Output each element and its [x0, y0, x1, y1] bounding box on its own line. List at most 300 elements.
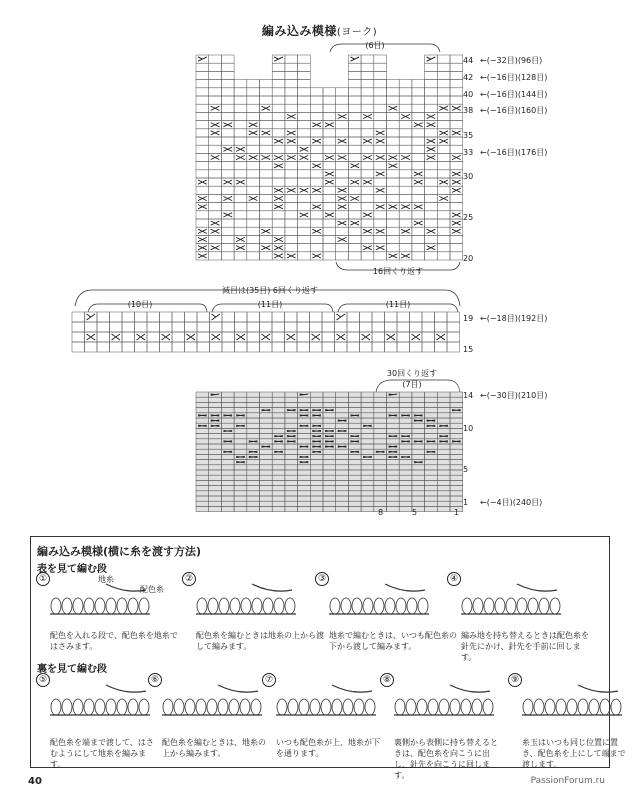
chart-cell	[435, 342, 448, 352]
stitch-x	[350, 415, 359, 416]
stitch-note: ←(−4目)(240目)	[480, 498, 543, 507]
chart-cell	[85, 342, 98, 352]
stitch-x	[389, 254, 398, 258]
stitch-x	[274, 188, 283, 192]
chart-cell	[412, 137, 425, 145]
chart-cell	[450, 235, 463, 243]
stitch-x	[211, 221, 220, 225]
stitch-x	[414, 415, 423, 416]
chart-cell	[397, 322, 410, 332]
stitch-x	[338, 196, 347, 200]
col-number: 1	[454, 508, 460, 517]
stitch-x	[300, 188, 309, 192]
knitting-illustration	[192, 580, 302, 624]
stitch-x	[198, 246, 207, 250]
chart-cell	[110, 342, 123, 352]
chart-cell	[361, 104, 374, 112]
chart-cell	[196, 153, 209, 161]
chart-cell	[425, 178, 438, 186]
chart-cell	[285, 63, 298, 71]
chart-cell	[210, 342, 223, 352]
chart-cell	[209, 203, 222, 211]
chart-cell	[234, 104, 247, 112]
stitch-x	[223, 213, 232, 217]
chart-cell	[387, 96, 400, 104]
stitch-x	[236, 147, 245, 151]
stitch-x	[312, 441, 321, 442]
chart-cell	[347, 322, 360, 332]
stitch-x	[363, 456, 372, 457]
chart-cell	[450, 112, 463, 120]
stitch-x	[363, 139, 372, 143]
stitch-x	[198, 229, 207, 233]
stitch-x	[262, 155, 271, 159]
chart-cell	[399, 121, 412, 129]
chart-cell	[72, 332, 85, 342]
step-caption: いつも配色糸が上、地糸が下を通ります。	[276, 738, 380, 758]
stitch-x	[427, 147, 436, 151]
chart-cell	[122, 312, 135, 322]
stitch-x	[389, 446, 398, 447]
method-title: 編み込み模様(横に糸を渡す方法)	[37, 545, 202, 558]
chart-cell	[435, 312, 448, 322]
chart-cell	[209, 63, 222, 71]
chart-cell	[387, 178, 400, 186]
chart-cell	[272, 96, 285, 104]
chart-cell	[323, 244, 336, 252]
chart-cell	[399, 88, 412, 96]
step-number: ④	[447, 572, 461, 586]
stitch-x	[312, 188, 321, 192]
stitch-note: ←(−18目)(192目)	[480, 314, 548, 323]
row-number: 40	[463, 90, 474, 99]
chart-cell	[221, 235, 234, 243]
chart-cell	[372, 322, 385, 332]
stitch-x	[287, 441, 296, 442]
knitting-illustration	[390, 681, 500, 725]
page-number: 40	[28, 776, 42, 787]
chart-cell	[361, 145, 374, 153]
stitch-x	[414, 441, 423, 442]
chart-cell	[374, 104, 387, 112]
chart-cell	[235, 312, 248, 322]
chart-cell	[322, 332, 335, 342]
chart-cell	[387, 170, 400, 178]
chart-cell	[247, 219, 260, 227]
chart-cell	[336, 121, 349, 129]
stitch-x	[300, 147, 309, 151]
back-heading: 裏を見て編む段	[37, 664, 107, 675]
chart-cell	[135, 322, 148, 332]
chart-cell	[209, 170, 222, 178]
chart-cell	[298, 194, 311, 202]
chart-cell	[298, 162, 311, 170]
chart-cell	[298, 178, 311, 186]
chart-cell	[272, 112, 285, 120]
stitch-x	[363, 180, 372, 184]
stitch-x	[389, 155, 398, 159]
chart-cell	[412, 112, 425, 120]
chart-cell	[437, 55, 450, 63]
stitch-x	[274, 246, 283, 250]
chart-cell	[298, 129, 311, 137]
chart-cell	[247, 112, 260, 120]
stitch-x	[414, 221, 423, 225]
stitch-x	[401, 205, 410, 209]
chart-cell	[310, 211, 323, 219]
stitch-x	[287, 334, 296, 340]
chart-cell	[298, 71, 311, 79]
stitch-x	[249, 456, 258, 457]
chart-cell	[272, 145, 285, 153]
stitch-x	[312, 430, 321, 431]
stitch-x	[414, 180, 423, 184]
chart-cell	[298, 63, 311, 71]
chart-cell	[298, 55, 311, 63]
chart-cell	[196, 71, 209, 79]
chart-cell	[209, 162, 222, 170]
stitch-x	[287, 131, 296, 135]
chart-cell	[374, 145, 387, 153]
chart-cell	[197, 332, 210, 342]
stitch-x	[236, 415, 245, 416]
chart-cell	[310, 153, 323, 161]
chart-cell	[97, 322, 110, 332]
chart-cell	[372, 332, 385, 342]
chart-cell	[185, 312, 198, 322]
decrease-label: 減目は(35目) 6回くり返す	[221, 286, 319, 295]
chart-cell	[221, 219, 234, 227]
chart-cell	[196, 112, 209, 120]
chart-cell	[437, 170, 450, 178]
stitch-x	[223, 123, 232, 127]
stitch-x	[236, 155, 245, 159]
chart-cell	[285, 178, 298, 186]
front-heading: 表を見て編む段	[37, 564, 107, 575]
stitch-x	[452, 229, 461, 233]
stitch-x	[414, 420, 423, 421]
chart-cell	[310, 170, 323, 178]
chart-cell	[447, 342, 460, 352]
chart-cell	[336, 252, 349, 260]
chart-cell	[209, 88, 222, 96]
stitch-x	[262, 246, 271, 250]
chart-cell	[285, 312, 298, 322]
stitch-x	[363, 155, 372, 159]
stitch-x	[325, 123, 334, 127]
chart-cell	[247, 244, 260, 252]
stitch-x	[325, 441, 334, 442]
row-number: 19	[463, 314, 474, 323]
stitch-x	[198, 237, 207, 241]
chart-cell	[135, 312, 148, 322]
chart-cell	[97, 332, 110, 342]
chart-cell	[410, 342, 423, 352]
stitch-x	[198, 196, 207, 200]
chart-cell	[412, 162, 425, 170]
chart-cell	[234, 219, 247, 227]
stitch-x	[439, 139, 448, 143]
chart-cell	[336, 227, 349, 235]
chart-cell	[247, 186, 260, 194]
knitting-illustration	[46, 681, 156, 725]
stitch-x	[274, 441, 283, 442]
stitch-x	[300, 456, 309, 457]
stitch-x	[287, 436, 296, 437]
chart-cell	[310, 342, 323, 352]
chart-cell	[437, 235, 450, 243]
stitch-x	[427, 420, 436, 421]
chart-cell	[361, 55, 374, 63]
chart-cell	[348, 244, 361, 252]
chart-cell	[437, 203, 450, 211]
chart-cell	[221, 96, 234, 104]
chart-cell	[260, 170, 273, 178]
stitch-x	[312, 451, 321, 452]
stitch-x	[338, 139, 347, 143]
stitch-x	[249, 441, 258, 442]
stitch-x	[211, 415, 220, 416]
chart-cell	[209, 178, 222, 186]
chart-cell	[347, 332, 360, 342]
chart-cell	[412, 227, 425, 235]
chart-cell	[247, 252, 260, 260]
stitch-x	[211, 106, 220, 110]
chart-cell	[348, 121, 361, 129]
chart-cell	[209, 55, 222, 63]
chart-cell	[399, 186, 412, 194]
chart-cell	[247, 162, 260, 170]
chart-cell	[285, 227, 298, 235]
chart-cell	[387, 186, 400, 194]
stitch-x	[338, 237, 347, 241]
chart-cell	[348, 96, 361, 104]
chart-cell	[285, 71, 298, 79]
chart-cell	[323, 112, 336, 120]
chart-cell	[234, 88, 247, 96]
chart-cell	[234, 112, 247, 120]
chart-cell	[437, 227, 450, 235]
row-number: 44	[463, 56, 474, 65]
chart-cell	[399, 244, 412, 252]
chart-cell	[437, 162, 450, 170]
chart-cell	[323, 227, 336, 235]
stitch-x	[376, 205, 385, 209]
stitch-x	[338, 188, 347, 192]
chart-cell	[361, 162, 374, 170]
stitch-x	[338, 155, 347, 159]
chart-cell	[336, 178, 349, 186]
step-caption: 配色糸を編むときは地糸の上から渡して編みます。	[196, 631, 324, 651]
stitch-x	[287, 139, 296, 143]
step-caption: 配色糸を編むときは、地糸の上から編みます。	[162, 738, 266, 758]
chart-cell	[385, 342, 398, 352]
chart-cell	[221, 71, 234, 79]
stitch-x	[300, 462, 309, 463]
chart-cell	[298, 203, 311, 211]
chart-cell	[361, 252, 374, 260]
stitch-x	[274, 436, 283, 437]
stitch-x	[312, 229, 321, 233]
stitch-x	[249, 451, 258, 452]
stitch-x	[452, 172, 461, 176]
chart-cell	[323, 129, 336, 137]
chart-cell	[272, 332, 285, 342]
chart-cell	[399, 104, 412, 112]
chart-cell	[374, 252, 387, 260]
chart-cell	[221, 137, 234, 145]
chart-cell	[450, 252, 463, 260]
chart-cell	[285, 96, 298, 104]
chart-cell	[412, 244, 425, 252]
chart-cell	[285, 170, 298, 178]
chart-cell	[72, 342, 85, 352]
step-number: ②	[182, 572, 196, 586]
chart-cell	[221, 227, 234, 235]
stitch-x	[439, 131, 448, 135]
chart-cell	[209, 71, 222, 79]
chart-cell	[272, 211, 285, 219]
stitch-x	[387, 334, 396, 340]
chart-cell	[297, 312, 310, 322]
chart-cell	[298, 219, 311, 227]
chart-cell	[185, 322, 198, 332]
chart-cell	[361, 88, 374, 96]
chart-cell	[272, 71, 285, 79]
stitch-x	[287, 410, 296, 411]
chart-cell	[310, 322, 323, 332]
chart-cell	[209, 96, 222, 104]
chart-cell	[361, 170, 374, 178]
chart-cell	[196, 63, 209, 71]
chart-cell	[234, 121, 247, 129]
chart-cell	[348, 129, 361, 137]
stitch-x	[211, 229, 220, 233]
chart-cell	[425, 219, 438, 227]
stitch-x	[452, 410, 461, 411]
stitch-x	[198, 415, 207, 416]
chart-cell	[260, 211, 273, 219]
stitch-x	[312, 425, 321, 426]
chart-cell	[310, 194, 323, 202]
top-row-numbers	[463, 56, 473, 263]
chart-cell	[336, 211, 349, 219]
chart-cell	[234, 137, 247, 145]
chart-cell	[260, 145, 273, 153]
chart-cell	[410, 312, 423, 322]
stitch-x	[338, 446, 347, 447]
chart-cell	[196, 137, 209, 145]
step-number: ⑨	[508, 673, 522, 687]
step-number: ①	[36, 572, 50, 586]
stitch-x	[312, 436, 321, 437]
stitch-x	[439, 196, 448, 200]
stitch-x	[389, 451, 398, 452]
stitch-x	[249, 123, 258, 127]
row-number: 15	[463, 345, 474, 354]
row-number: 33	[463, 148, 474, 157]
chart-cell	[348, 203, 361, 211]
chart-cell	[399, 219, 412, 227]
chart-cell	[310, 244, 323, 252]
chart-cell	[361, 186, 374, 194]
stitch-x	[337, 334, 346, 340]
chart-cell	[348, 145, 361, 153]
chart-cell	[222, 322, 235, 332]
stitch-x	[223, 430, 232, 431]
chart-cell	[412, 252, 425, 260]
stitch-x	[325, 446, 334, 447]
row-number: 10	[463, 424, 474, 433]
repeat-top-label: (6目)	[365, 41, 385, 50]
chart-cell	[374, 194, 387, 202]
chart-cell	[196, 162, 209, 170]
chart-cell	[285, 342, 298, 352]
chart-cell	[135, 342, 148, 352]
chart-cell	[122, 332, 135, 342]
chart-cell	[247, 203, 260, 211]
step-number: ⑥	[148, 673, 162, 687]
stitch-x	[312, 205, 321, 209]
chart-cell	[272, 63, 285, 71]
chart-cell	[437, 244, 450, 252]
chart-cell	[310, 235, 323, 243]
chart-cell	[260, 80, 273, 88]
chart-cell	[297, 322, 310, 332]
chart-cell	[196, 96, 209, 104]
chart-cell	[450, 63, 463, 71]
chart-cell	[260, 252, 273, 260]
stitch-x	[350, 164, 359, 168]
stitch-x	[237, 334, 246, 340]
chart-cell	[323, 203, 336, 211]
chart-cell	[310, 219, 323, 227]
stitch-x	[401, 229, 410, 233]
stitch-x	[262, 446, 271, 447]
chart-cell	[450, 137, 463, 145]
chart-cell	[387, 211, 400, 219]
stitch-x	[87, 334, 96, 340]
chart-cell	[234, 186, 247, 194]
stitch-x	[223, 415, 232, 416]
stitch-x	[211, 155, 220, 159]
chart-cell	[272, 170, 285, 178]
chart-cell	[247, 88, 260, 96]
stitch-decrease	[350, 57, 359, 61]
chart-cell	[323, 137, 336, 145]
chart-cell	[399, 129, 412, 137]
chart-cell	[374, 178, 387, 186]
chart-cell	[196, 104, 209, 112]
stitch-x	[137, 334, 146, 340]
chart-cell	[260, 178, 273, 186]
stitch-x	[287, 254, 296, 258]
step-number: ⑦	[262, 673, 276, 687]
stitch-x	[338, 114, 347, 118]
chart-cell	[234, 162, 247, 170]
chart-cell	[298, 137, 311, 145]
chart-cell	[348, 137, 361, 145]
chart-cell	[323, 186, 336, 194]
knitting-illustration	[325, 580, 435, 624]
segment-label: (10目)	[127, 300, 153, 309]
chart-cell	[425, 186, 438, 194]
stitch-x	[236, 237, 245, 241]
chart-cell	[374, 80, 387, 88]
chart-cell	[322, 342, 335, 352]
top-stitch-notes	[480, 56, 547, 157]
chart-cell	[310, 104, 323, 112]
